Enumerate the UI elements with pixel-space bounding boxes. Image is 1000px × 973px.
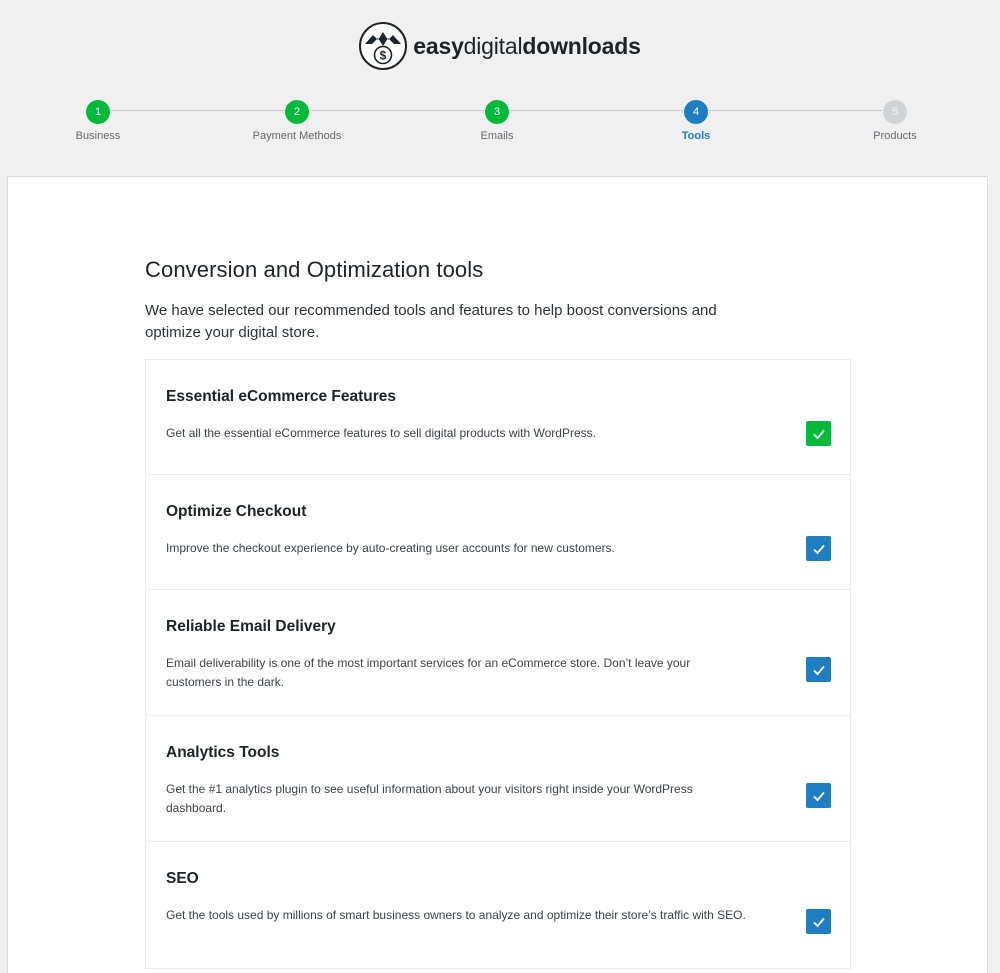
feature-description: Email deliverability is one of the most important services for an eCommerce store. Don’t leave your customers in the dark. [166,656,691,689]
feature-list [145,359,851,969]
step-label: Business [75,130,121,142]
page-title: Conversion and Optimization tools [145,257,484,282]
step-number: 2 [285,100,309,124]
step-number: 4 [684,100,708,124]
step-label: Products [873,130,917,142]
checkmark-icon [811,541,827,557]
checkmark-icon [811,788,827,804]
feature-title: Analytics Tools [166,744,280,761]
step-label: Tools [681,130,711,142]
feature-item-seo [146,842,850,968]
main-panel [7,176,988,973]
feature-checkbox[interactable] [806,783,831,808]
brand-logo [0,22,1000,70]
checkmark-icon [811,914,827,930]
feature-item-email-delivery [146,590,850,716]
progress-stepper [0,100,1000,152]
step-label: Emails [480,130,514,142]
step-business[interactable] [18,100,178,142]
feature-title: Essential eCommerce Features [166,388,397,405]
main-content [145,257,851,969]
feature-checkbox-locked[interactable] [806,421,831,446]
feature-checkbox[interactable] [806,536,831,561]
step-tools[interactable] [616,100,776,142]
feature-description: Improve the checkout experience by auto-creating user accounts for new customers. [166,541,615,555]
feature-description: Get the #1 analytics plugin to see useful information about your visitors right inside your WordPress dashboard. [166,782,693,815]
feature-title: SEO [166,870,199,887]
edd-logo-icon [359,22,407,70]
feature-title: Optimize Checkout [166,503,307,520]
step-payment-methods[interactable] [217,100,377,142]
brand-name: easydigitaldownloads [413,32,641,59]
step-number: 1 [86,100,110,124]
feature-item-essential-ecommerce [146,360,850,475]
step-label: Payment Methods [252,130,342,142]
step-emails[interactable] [417,100,577,142]
svg-text:$: $ [379,48,387,63]
feature-title: Reliable Email Delivery [166,618,336,635]
step-number: 5 [883,100,907,124]
feature-item-optimize-checkout [146,475,850,590]
checkmark-icon [811,662,827,678]
checkmark-icon [811,426,827,442]
feature-description: Get the tools used by millions of smart business owners to analyze and optimize their store’s traffic with SEO. [166,908,746,922]
step-number: 3 [485,100,509,124]
feature-item-analytics [146,716,850,842]
page-intro: We have selected our recommended tools and features to help boost conversions and optimize your digital store. [145,302,717,341]
feature-checkbox[interactable] [806,657,831,682]
feature-description: Get all the essential eCommerce features to sell digital products with WordPress. [166,426,596,440]
feature-checkbox[interactable] [806,909,831,934]
step-products [815,100,975,142]
